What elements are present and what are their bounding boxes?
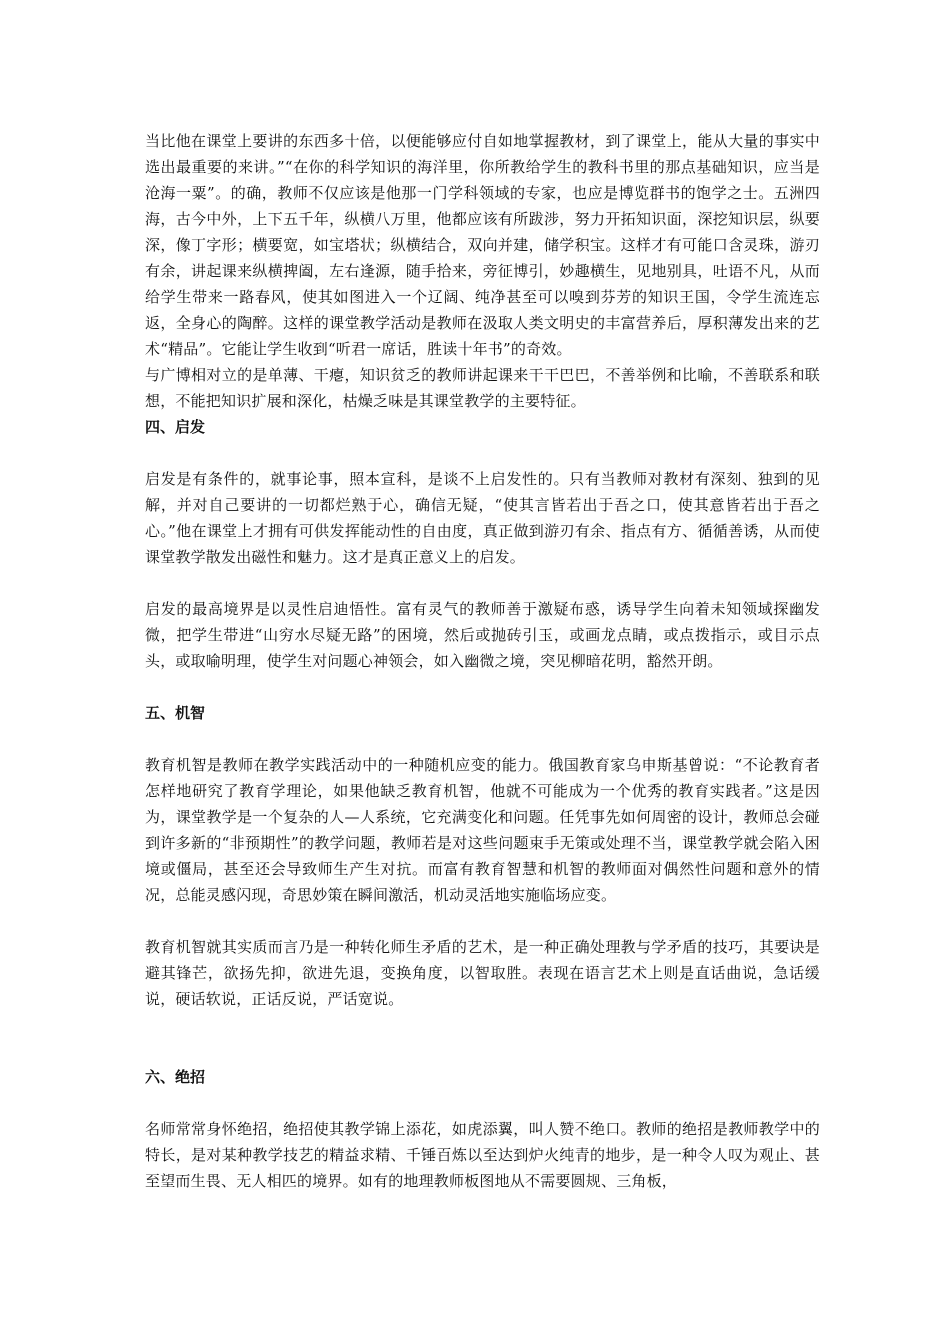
paragraph-inspiration-conditions: 启发是有条件的，就事论事，照本宣科，是谈不上启发性的。只有当教师对教材有深刻、独到的见解，并对自己要讲的一切都烂熟于心，确信无疑，“使其言皆若出于吾之口，使其意皆若出于吾之心。”他在课堂上才拥有可供发挥能动性的自由度，真正做到游刃有余、指点有方、循循善诱，从而使课堂教学散发出磁性和魅力。这才是真正意义上的启发。 (145, 470, 820, 566)
spacer (145, 1012, 820, 1064)
heading-wit: 五、机智 (145, 704, 206, 722)
heading-inspiration: 四、启发 (145, 418, 206, 436)
spacer (145, 440, 820, 466)
paragraph-masterstroke: 名师常常身怀绝招，绝招使其教学锦上添花，如虎添翼，叫人赞不绝口。教师的绝招是教师教学中的特长，是对某种教学技艺的精益求精、千锤百炼以至达到炉火纯青的地步，是一种令人叹为观止、甚至望而生畏、无人相匹的境界。如有的地理教师板图地从不需要圆规、三角板， (145, 1120, 820, 1190)
spacer (145, 570, 820, 596)
spacer (145, 674, 820, 700)
paragraph-inspiration-highest: 启发的最高境界是以灵性启迪悟性。富有灵气的教师善于激疑布惑，诱导学生向着未知领域探幽发微，把学生带进“山穷水尽疑无路”的困境，然后或抛砖引玉，或画龙点睛，或点拨指示，或目示点头，或取喻明理，使学生对问题心神领会，如入幽微之境，突见柳暗花明，豁然开朗。 (145, 600, 820, 670)
paragraph-wit-essence: 教育机智就其实质而言乃是一种转化师生矛盾的艺术，是一种正确处理教与学矛盾的技巧，其要诀是避其锋芒，欲扬先抑，欲进先退，变换角度，以智取胜。表现在语言艺术上则是直话曲说，急话缓说，硬话软说，正话反说，严话宽说。 (145, 938, 820, 1008)
document-page (145, 128, 820, 1194)
paragraph-contrast-thin: 与广博相对立的是单薄、干瘪，知识贫乏的教师讲起课来干干巴巴，不善举例和比喻，不善联系和联想，不能把知识扩展和深化，枯燥乏味是其课堂教学的主要特征。 (145, 366, 820, 410)
paragraph-wit-definition: 教育机智是教师在教学实践活动中的一种随机应变的能力。俄国教育家乌申斯基曾说：“不论教育者怎样地研究了教育学理论，如果他缺乏教育机智，他就不可能成为一个优秀的教育实践者。”这是因为，课堂教学是一个复杂的人—人系统，它充满变化和问题。任凭事先如何周密的设计，教师总会碰到许多新的“非预期性”的教学问题，教师若是对这些问题束手无策或处理不当，课堂教学就会陷入困境或僵局，甚至还会导致师生产生对抗。而富有教育智慧和机智的教师面对偶然性问题和意外的情况，总能灵感闪现，奇思妙策在瞬间激活，机动灵活地实施临场应变。 (145, 756, 820, 904)
spacer (145, 908, 820, 934)
heading-masterstroke: 六、绝招 (145, 1068, 206, 1086)
spacer (145, 1090, 820, 1116)
spacer (145, 726, 820, 752)
paragraph-broad-knowledge: 当比他在课堂上要讲的东西多十倍，以便能够应付自如地掌握教材，到了课堂上，能从大量的事实中选出最重要的来讲。”“在你的科学知识的海洋里，你所教给学生的教科书里的那点基础知识，应当是沧海一粟”。的确，教师不仅应该是他那一门学科领域的专家，也应是博览群书的饱学之士。五洲四海，古今中外，上下五千年，纵横八万里，他都应该有所跋涉，努力开拓知识面，深挖知识层，纵要深，像丁字形；横要宽，如宝塔状；纵横结合，双向并建，储学积宝。这样才有可能口含灵珠，游刃有余，讲起课来纵横捭阖，左右逢源，随手拾来，旁征博引，妙趣横生，见地别具，吐语不凡，从而给学生带来一路春风，使其如图进入一个辽阔、纯净甚至可以嗅到芬芳的知识王国，令学生流连忘返，全身心的陶醉。这样的课堂教学活动是教师在汲取人类文明史的丰富营养后，厚积薄发出来的艺术“精品”。它能让学生收到“听君一席话，胜读十年书”的奇效。 (145, 132, 820, 358)
